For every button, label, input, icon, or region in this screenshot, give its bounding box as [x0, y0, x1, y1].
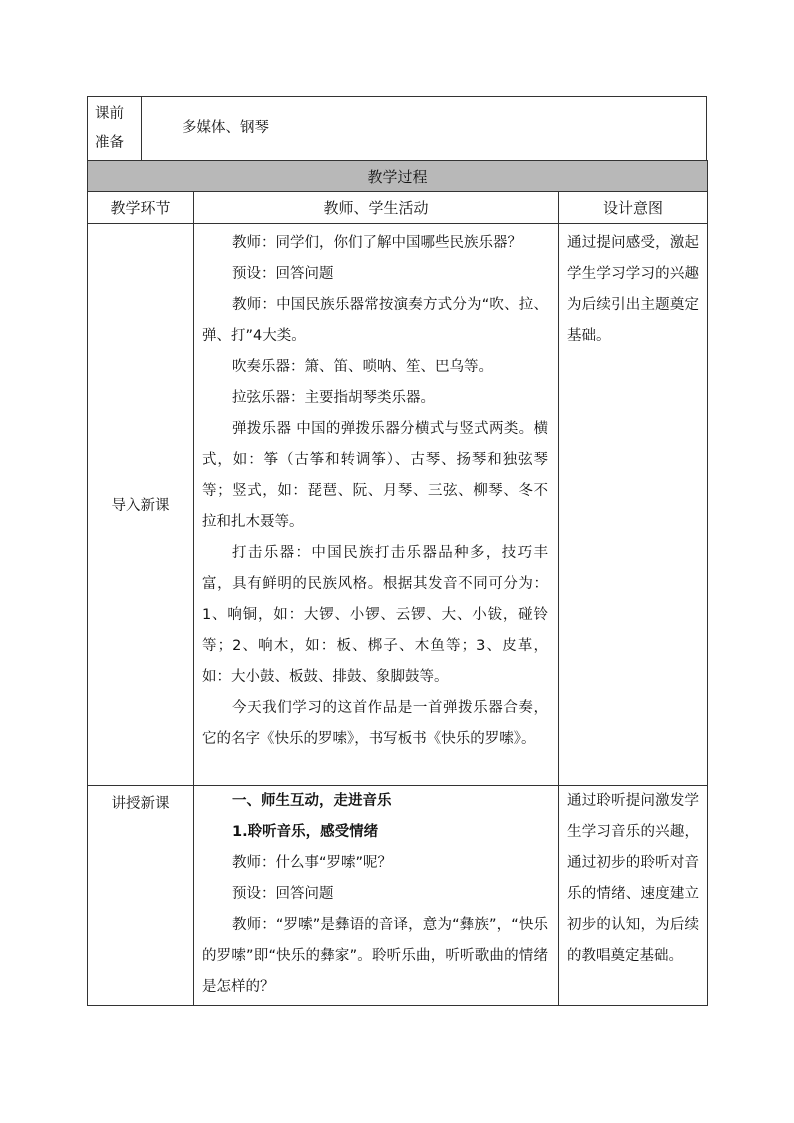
activity-paragraph: 教师：中国民族乐器常按演奏方式分为“吹、拉、弹、打”4大类。: [202, 297, 548, 344]
section-intro-row: [88, 224, 708, 786]
prep-label-line2: 准备: [95, 135, 124, 151]
section-new-lesson-intent: 通过聆听提问激发学生学习音乐的兴趣，通过初步的聆听对音乐的情绪、速度建立初步的认知，为后续的教唱奠定基础。: [559, 786, 708, 1006]
activity-paragraph: 弹拨乐器 中国的弹拨乐器分横式与竖式两类。横式，如：筝（古筝和转调筝）、古琴、扬琴和独弦琴等；竖式，如：琵琶、阮、月琴、三弦、柳琴、冬不拉和扎木聂等。: [202, 421, 548, 530]
section-intro-activity: [194, 224, 559, 786]
activity-paragraph: 拉弦乐器：主要指胡琴类乐器。: [232, 390, 435, 406]
section-intro-stage: 导入新课: [88, 224, 194, 786]
section-new-lesson-stage: 讲授新课: [88, 786, 194, 1006]
activity-heading: 一、师生互动，走进音乐: [232, 793, 392, 809]
column-header-stage: 教学环节: [88, 192, 194, 224]
activity-paragraph: 今天我们学习的这首作品是一首弹拨乐器合奏，它的名字《快乐的罗嗦》，书写板书《快乐的罗嗦》。: [202, 700, 548, 747]
column-header-activity: 教师、学生活动: [194, 192, 559, 224]
activity-paragraph: 吹奏乐器：箫、笛、唢呐、笙、巴乌等。: [232, 359, 493, 375]
activity-subheading: 1.聆听音乐，感受情绪: [232, 824, 379, 840]
activity-paragraph: 教师：同学们，你们了解中国哪些民族乐器？: [232, 235, 522, 251]
process-title: 教学过程: [88, 161, 708, 192]
activity-paragraph: 教师：“罗嗦”是彝语的音译，意为“彝族”，“快乐的罗嗦”即“快乐的彝家”。聆听乐曲，听听歌曲的情绪是怎样的？: [202, 917, 548, 995]
column-header-row: [88, 192, 708, 224]
section-new-lesson-row: [88, 786, 708, 1006]
column-header-intent: 设计意图: [559, 192, 708, 224]
teaching-process-table: [87, 160, 708, 1006]
activity-paragraph: 预设：回答问题: [232, 886, 334, 902]
activity-paragraph: 教师：什么事“罗嗦”呢？: [232, 855, 393, 871]
section-intro-intent: 通过提问感受，激起学生学习学习的兴趣为后续引出主题奠定基础。: [559, 224, 708, 786]
process-header-row: [88, 161, 708, 192]
activity-paragraph: 预设：回答问题: [232, 266, 334, 282]
prep-label-line1: 课前: [95, 106, 124, 122]
activity-paragraph: 打击乐器：中国民族打击乐器品种多，技巧丰富，具有鲜明的民族风格。根据其发音不同可分为：1、响铜，如：大锣、小锣、云锣、大、小钹，碰铃等；2、响木，如：板、梆子、木鱼等；3、皮革，如：大小鼓、板鼓、排鼓、象脚鼓等。: [202, 545, 548, 685]
prep-content: 多媒体、钢琴: [142, 97, 707, 180]
section-new-lesson-activity: [194, 786, 559, 1006]
